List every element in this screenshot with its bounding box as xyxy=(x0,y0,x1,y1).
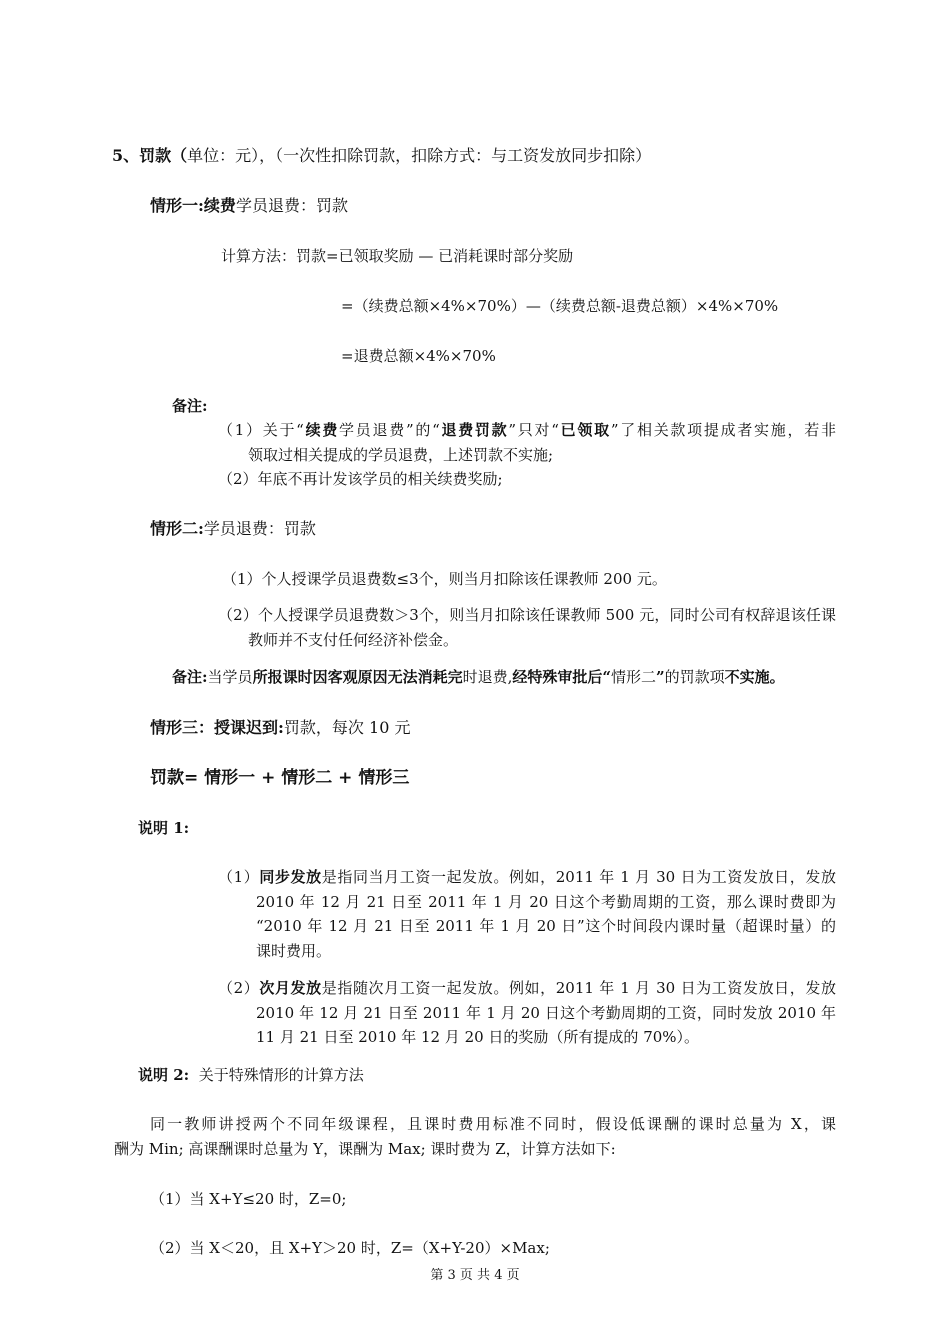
explain2-cond1: （1）当 X+Y≤20 时，Z=0; xyxy=(150,1190,347,1208)
note1-item1: （1）关于“续费学员退费”的“退费罚款”只对“已领取”了相关款项提成者实施，若非 xyxy=(218,421,836,439)
explain1-item2: （2）次月发放是指随次月工资一起发放。例如，2011 年 1 月 30 日为工资发放日，发放 xyxy=(218,979,836,997)
case2-item2: （2）个人授课学员退费数＞3个，则当月扣除该任课教师 500 元，同时公司有权辞退该任课 xyxy=(218,606,836,624)
explain1-item1-line4: 课时费用。 xyxy=(256,942,332,960)
case1-formula-3: =退费总额×4%×70% xyxy=(341,347,496,365)
note1-label: 备注: xyxy=(172,397,208,415)
case2-heading: 情形二:学员退费：罚款 xyxy=(150,519,316,538)
explain2-cond2: （2）当 X＜20，且 X+Y＞20 时，Z=（X+Y-20）×Max; xyxy=(150,1239,550,1257)
page-footer: 第 3 页 共 4 页 xyxy=(430,1268,520,1283)
explain1-item1-line3: “2010 年 12 月 21 日至 2011 年 1 月 20 日”这个时间段内课时量（超课时量）的 xyxy=(256,917,836,935)
explain1-item1: （1）同步发放是指同当月工资一起发放。例如，2011 年 1 月 30 日为工资发放日，发放 xyxy=(218,868,836,886)
case3-heading: 情形三：授课迟到:罚款，每次 10 元 xyxy=(150,718,411,737)
case2-item1: （1）个人授课学员退费数≤3个，则当月扣除该任课教师 200 元。 xyxy=(222,570,667,588)
explain2-para-line1: 同一教师讲授两个不同年级课程，且课时费用标准不同时，假设低课酬的课时总量为 X，课 xyxy=(150,1115,836,1133)
explain1-item1-line2: 2010 年 12 月 21 日至 2011 年 1 月 20 日这个考勤周期的工资，那么课时费即为 xyxy=(256,893,836,911)
case1-formula-1: 计算方法：罚款=已领取奖励 — 已消耗课时部分奖励 xyxy=(221,247,574,265)
section-heading: 5、罚款（单位：元），（一次性扣除罚款，扣除方式：与工资发放同步扣除） xyxy=(112,146,652,165)
case2-item2-line2: 教师并不支付任何经济补偿金。 xyxy=(248,631,459,649)
section-title: 罚款 xyxy=(139,146,172,165)
case1-heading: 情形一:续费学员退费：罚款 xyxy=(150,196,348,215)
note2: 备注:当学员所报课时因客观原因无法消耗完时退费,经特殊审批后“情形二”的罚款项不实施。 xyxy=(172,668,785,686)
note1-item1-line2: 领取过相关提成的学员退费，上述罚款不实施; xyxy=(248,446,554,464)
explain1-item2-line3: 11 月 21 日至 2010 年 12 月 20 日的奖励（所有提成的 70%）。 xyxy=(256,1028,700,1046)
section-number: 5、 xyxy=(112,146,140,165)
explain2-para-line2: 酬为 Min; 高课酬课时总量为 Y，课酬为 Max; 课时费为 Z，计算方法如下: xyxy=(114,1140,616,1158)
explain1-label: 说明 1: xyxy=(138,819,190,837)
total-formula: 罚款= 情形一 + 情形二 + 情形三 xyxy=(150,768,410,788)
explain1-item2-line2: 2010 年 12 月 21 日至 2011 年 1 月 20 日这个考勤周期的工资，同时发放 2010 年 xyxy=(256,1004,836,1022)
section-subtitle: 单位：元），（一次性扣除罚款，扣除方式：与工资发放同步扣除） xyxy=(187,146,652,165)
case1-formula-2: =（续费总额×4%×70%）—（续费总额-退费总额）×4%×70% xyxy=(341,297,779,315)
note1-item2: （2）年底不再计发该学员的相关续费奖励; xyxy=(218,470,503,488)
explain2-heading: 说明 2: 关于特殊情形的计算方法 xyxy=(138,1066,364,1084)
